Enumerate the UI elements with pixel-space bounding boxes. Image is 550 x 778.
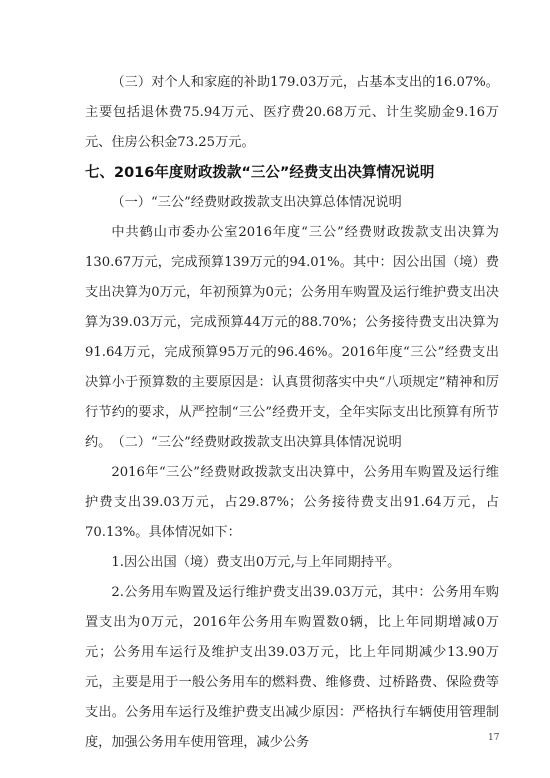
item-official-vehicle: 2.公务用车购置及运行维护费支出39.03万元，其中：公务用车购置支出为0万元，2016年公务用车购置数0辆，比上年同期增减0万元；公务用车运行及维护支出39.03万元，比上年同期减少13.90万元，主要是用于一般公务用车的燃料费、维修费、过桥路费、保险费等支出。公务用车运行及维护费支出减少原因：严格执行车辆使用管理制度，加强公务用车使用管理，减少公务 (85, 585, 499, 750)
subheading-overall-status: （一）“三公”经费财政拨款支出决算总体情况说明 (111, 195, 402, 210)
subheading-specific-status: （二）“三公”经费财政拨款支出决算具体情况说明 (111, 435, 402, 450)
page-number: 17 (488, 733, 500, 743)
paragraph-specific-status: 2016年“三公”经费财政拨款支出决算中，公务用车购置及运行维护费支出39.03万元，占29.87%；公务接待费支出91.64万元，占70.13%。具体情况如下： (85, 465, 499, 540)
paragraph-personal-family-subsidy: （三）对个人和家庭的补助179.03万元，占基本支出的16.07%。主要包括退休费75.94万元、医疗费20.68万元、计生奖励金9.16万元、住房公积金73.25万元。 (85, 75, 499, 150)
section-heading-three-public-expenses: 七、2016年度财政拨款“三公”经费支出决算情况说明 (85, 165, 435, 181)
item-overseas-travel: 1.因公出国（境）费支出0万元,与上年同期持平。 (111, 555, 401, 570)
paragraph-overall-status: 中共鹤山市委办公室2016年度“三公”经费财政拨款支出决算为130.67万元，完成预算139万元的94.01%。其中：因公出国（境）费支出决算为0万元，年初预算为0元；公务用车购置及运行维护费支出决算为39.03万元，完成预算44万元的88.70%；公务接待费支出决算为91.64万元，完成预算95万元的96.46%。2016年度“三公”经费支出决算小于预算数的主要原因是：认真贯彻落实中央“八项规定”精神和厉行节约的要求，从严控制“三公”经费开支，全年实际支出比预算有所节约。 (85, 225, 499, 450)
